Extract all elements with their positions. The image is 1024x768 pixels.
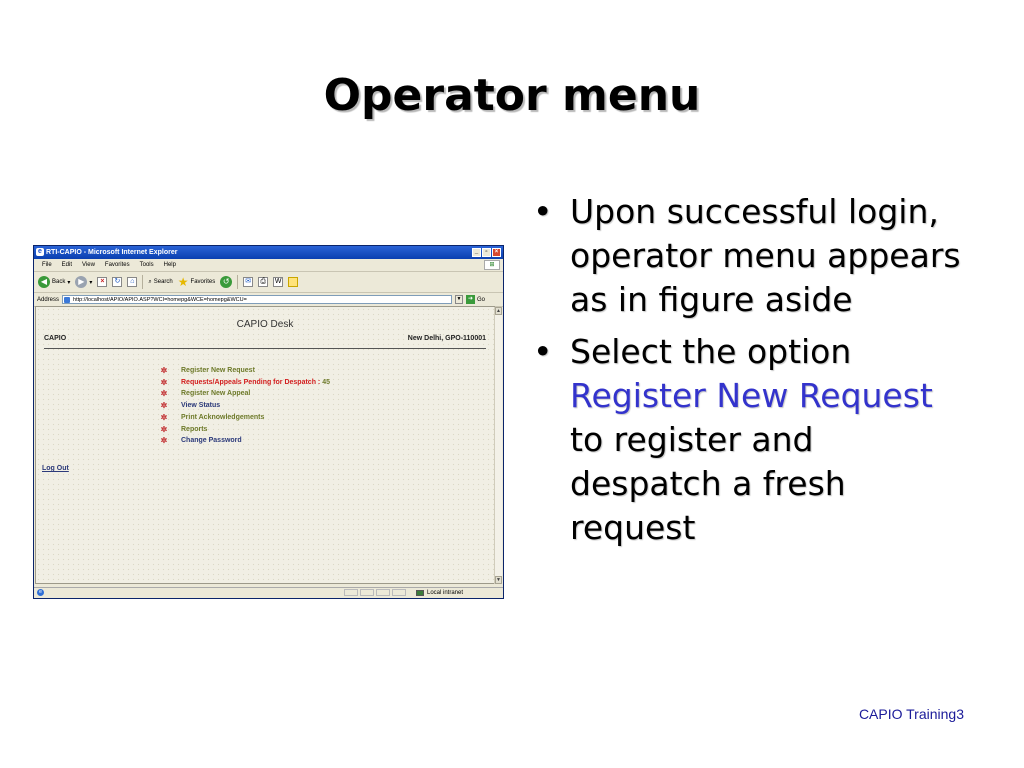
history-icon[interactable]: ↺ (220, 276, 232, 288)
browser-window (33, 245, 504, 599)
address-input[interactable] (62, 295, 452, 304)
address-label: Address (37, 296, 60, 303)
gear-bullet-icon: ✲ (160, 412, 168, 422)
go-label: Go (477, 296, 486, 303)
scroll-up-icon[interactable]: ▲ (496, 308, 501, 314)
chevron-down-icon[interactable]: ▾ (67, 279, 71, 286)
stop-icon[interactable]: × (97, 277, 107, 287)
gear-bullet-icon: ✲ (160, 424, 168, 434)
bullet-dot: • (533, 192, 553, 231)
slide-title: Operator menu (323, 70, 701, 121)
menu-tools[interactable]: Tools (139, 262, 154, 268)
toolbar-separator (237, 275, 238, 289)
pending-count: 45 (322, 378, 330, 386)
windows-logo-icon: ⊞ (484, 260, 500, 270)
org-label: CAPIO (44, 335, 67, 342)
star-icon: ★ (177, 275, 189, 289)
status-cells (344, 589, 406, 596)
menu-file[interactable]: File (42, 262, 52, 268)
print-icon[interactable]: ⎙ (258, 277, 268, 287)
favorites-button[interactable] (178, 276, 215, 288)
security-zone (416, 588, 463, 598)
menu-item-register-request[interactable] (160, 365, 330, 377)
forward-arrow-icon: ▶ (75, 276, 87, 288)
dropdown-arrow-icon[interactable]: ▼ (456, 296, 462, 302)
menu-item-view-status[interactable] (160, 400, 330, 412)
address-bar (34, 293, 503, 307)
menu-help[interactable]: Help (163, 262, 176, 268)
slide-footer: CAPIO Training3 (858, 706, 964, 722)
menu-link[interactable]: Reports (181, 425, 208, 433)
minimize-icon[interactable]: _ (472, 248, 481, 257)
back-label: Back (52, 279, 66, 285)
back-button[interactable] (38, 276, 70, 288)
discuss-icon[interactable] (288, 277, 298, 287)
operator-menu (160, 365, 330, 447)
address-url: http://localhost/APIO/APIO.ASP?WCI=homepg&WCE=homepg&WCU= (73, 297, 247, 303)
intranet-icon (416, 590, 424, 596)
close-icon[interactable]: × (492, 248, 501, 257)
edit-icon[interactable]: W (274, 278, 282, 285)
search-label: Search (153, 279, 173, 285)
status-cell (392, 589, 406, 596)
menu-view[interactable]: View (82, 262, 95, 268)
gear-bullet-icon: ✲ (160, 366, 168, 375)
menu-item-change-password[interactable] (160, 435, 330, 447)
window-titlebar[interactable] (34, 246, 503, 259)
page-heading: CAPIO Desk (236, 319, 294, 330)
bullet-dot: • (533, 332, 553, 371)
menu-link[interactable]: Print Acknowledgements (181, 413, 265, 421)
status-bar (34, 587, 503, 598)
gear-bullet-icon: ✲ (160, 401, 168, 411)
vertical-scrollbar[interactable] (494, 307, 502, 584)
menu-link[interactable]: Register New Request (181, 367, 255, 374)
menu-item-register-appeal[interactable] (160, 388, 330, 400)
bullet-text: Upon successful login, operator menu appears as in figure aside (570, 192, 961, 319)
home-icon[interactable]: ⌂ (127, 277, 137, 287)
bullet-text-start: Select the option (570, 332, 852, 371)
status-cell (376, 589, 390, 596)
menu-item-reports[interactable] (160, 424, 330, 436)
bullet-item (533, 330, 973, 550)
back-arrow-icon: ◀ (38, 276, 50, 288)
zone-label: Local intranet (427, 590, 464, 596)
menu-item-print-ack[interactable] (160, 412, 330, 424)
menu-bar (34, 259, 503, 272)
scroll-down-icon[interactable]: ▼ (496, 577, 501, 583)
window-controls (472, 248, 501, 257)
forward-button[interactable] (75, 276, 92, 288)
favorites-label: Favorites (190, 279, 216, 285)
maximize-icon[interactable]: ▫ (482, 248, 491, 257)
menu-link[interactable]: Requests/Appeals Pending for Despatch : (181, 378, 321, 386)
status-cell (344, 589, 358, 596)
chevron-down-icon[interactable]: ▾ (89, 279, 93, 286)
logout-link[interactable]: Log Out (42, 465, 69, 472)
header-divider (44, 348, 486, 349)
gear-bullet-icon: ✲ (160, 436, 168, 446)
mail-icon[interactable]: ✉ (243, 277, 253, 287)
menu-link[interactable]: Register New Appeal (181, 390, 251, 398)
toolbar (34, 272, 503, 293)
location-label: New Delhi, GPO-110001 (407, 335, 486, 342)
go-arrow-icon: ➜ (468, 296, 474, 302)
bullet-list (533, 190, 973, 558)
menu-link[interactable]: View Status (181, 402, 221, 410)
menu-link[interactable]: Change Password (181, 437, 242, 445)
window-title: RTI-CAPIO - Microsoft Internet Explorer (46, 249, 178, 256)
menu-edit[interactable]: Edit (61, 262, 73, 268)
refresh-icon[interactable]: ↻ (112, 277, 122, 287)
gear-bullet-icon: ✲ (160, 377, 168, 387)
bullet-highlight: Register New Request (570, 376, 933, 415)
page-content (35, 306, 495, 584)
search-button[interactable] (148, 279, 172, 286)
menu-item-pending-despatch[interactable] (160, 377, 330, 389)
menu-favorites[interactable]: Favorites (104, 262, 130, 268)
toolbar-separator (142, 275, 143, 289)
ie-app-icon: e (36, 248, 44, 256)
gear-bullet-icon: ✲ (160, 389, 168, 399)
status-cell (360, 589, 374, 596)
bullet-item (533, 190, 973, 322)
page-icon (64, 297, 70, 303)
search-icon: ⌕ (148, 278, 152, 285)
ie-status-icon: e (37, 589, 44, 596)
bullet-text-end: to register and despatch a fresh request (570, 420, 846, 547)
go-button[interactable] (466, 295, 485, 304)
